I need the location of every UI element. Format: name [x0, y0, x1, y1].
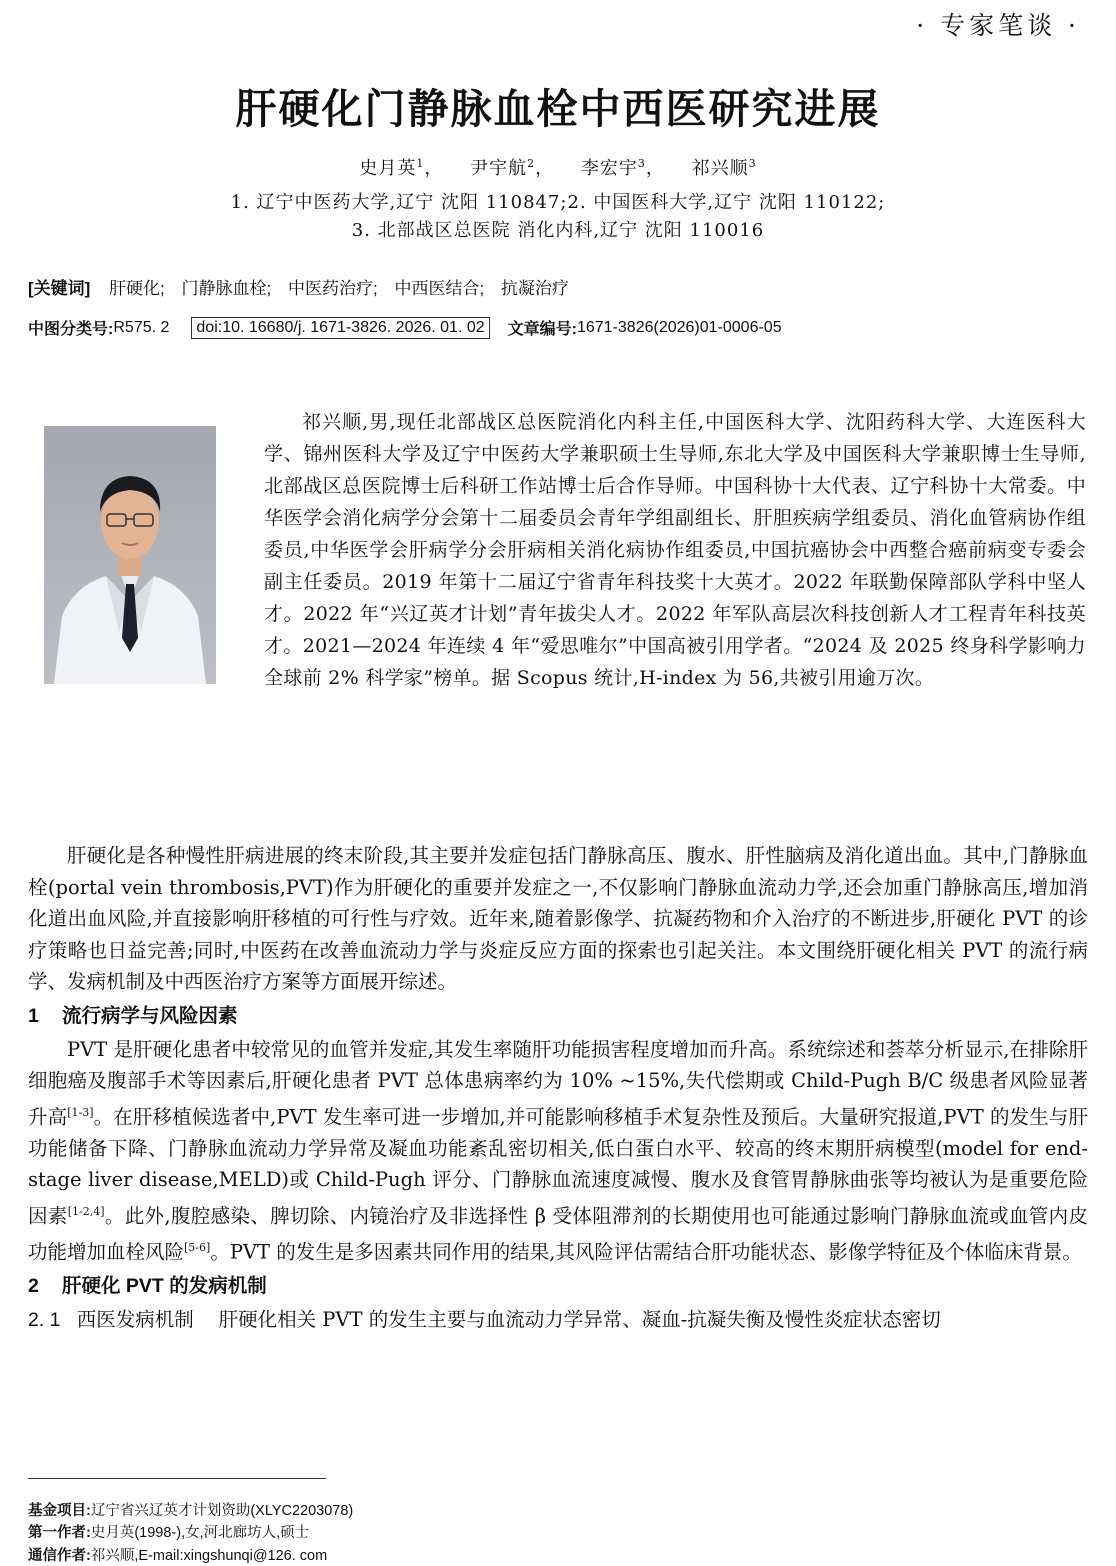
first-author-note: 第一作者:史月英(1998-),女,河北廊坊人,硕士: [28, 1525, 310, 1541]
citation[interactable]: [1-2,4]: [67, 1204, 105, 1218]
doi-box[interactable]: doi:10. 16680/j. 1671-3826. 2026. 01. 02: [191, 317, 489, 339]
author: 祁兴顺$^3$: [691, 157, 757, 179]
author-list: [0, 154, 1116, 180]
author: 史月英$^1$，: [359, 157, 444, 179]
intro-paragraph: 肝硬化是各种慢性肝病进展的终末阶段,其主要并发症包括门静脉高压、腹水、肝性脑病及消化道出血。其中,门静脉血栓(portal vein thrombosis,PVT)作为肝硬化的重要并发症之一,不仅影响门静脉血流动力学,还会加重门静脉高压,增加消化道出血风险,并直接影响肝移植的可行性与疗效。近年来,随着影像学、抗凝药物和介入治疗的不断进步,肝硬化 PVT 的诊疗策略也日益完善;同时,中医药在改善血流动力学与炎症反应方面的探索也引起关注。本文围绕肝硬化相关 PVT 的流行病学、发病机制及中西医治疗方案等方面展开综述。: [28, 844, 1088, 993]
classification-line: [28, 316, 782, 339]
author-photo: [44, 426, 216, 684]
bio-text: 祁兴顺,男,现任北部战区总医院消化内科主任,中国医科大学、沈阳药科大学、大连医科大学、锦州医科大学及辽宁中医药大学兼职硕士生导师,东北大学及中国医科大学兼职博士生导师,北部战区总医院博士后科研工作站博士后合作导师。中国科协十大代表、辽宁科协十大常委。中华医学会消化病学分会第十二届委员会青年学组副组长、肝胆疾病学组委员、消化血管病协作组委员,中华医学会肝病学分会肝病相关消化病协作组委员,中国抗癌协会中西整合癌前病变专委会副主任委员。2019 年第十二届辽宁省青年科技奖十大英才。2022 年联勤保障部队学科中坚人才。2022 年“兴辽英才计划”青年拔尖人才。2022 年军队高层次科技创新人才工程青年科技英才。2021—2024 年连续 4 年“爱思唯尔”中国高被引用学者。“2024 及 2025 终身科学影响力全球前 2% 科学家”榜单。据 Scopus 统计,H-index 为 56,共被引用逾万次。: [264, 411, 1086, 689]
author: 尹宇航$^2$，: [470, 157, 555, 179]
section-heading: 1 流行病学与风险因素: [28, 1004, 238, 1027]
keyword: 中医药治疗;: [288, 279, 378, 298]
article-body: [28, 840, 1088, 1336]
keywords-label: [关键词]: [28, 279, 91, 298]
subsection-heading: 2. 1 西医发病机制: [28, 1308, 194, 1331]
author: 李宏宇$^3$，: [580, 157, 665, 179]
keyword: 抗凝治疗: [500, 279, 569, 298]
article-number-label: 文章编号:: [507, 321, 577, 338]
funding-note: 基金项目:辽宁省兴辽英才计划资助(XLYC2203078): [28, 1503, 354, 1519]
citation[interactable]: [5-6]: [184, 1240, 211, 1254]
section-heading: 2 肝硬化 PVT 的发病机制: [28, 1274, 267, 1297]
citation[interactable]: [1-3]: [67, 1105, 94, 1119]
section-paragraph: PVT 是肝硬化患者中较常见的血管并发症,其发生率随肝功能损害程度增加而升高。系统综述和荟萃分析显示,在排除肝细胞癌及腹部手术等因素后,肝硬化患者 PVT 总体患病率约为 10% ~15%,失代偿期或 Child-Pugh B/C 级患者风险显著升高[1-3]。在肝移植候选者中,PVT 发生率可进一步增加,并可能影响移植手术复杂性及预后。大量研究报道,PVT 的发生与肝功能储备下降、门静脉血流动力学异常及凝血功能紊乱密切相关,低白蛋白水平、较高的终末期肝病模型(model for end-stage liver disease,MELD)或 Child-Pugh 评分、门静脉血流速度减慢、腹水及食管胃静脉曲张等均被认为是重要危险因素[1-2,4]。此外,腹腔感染、脾切除、内镜治疗及非选择性 β 受体阻滞剂的长期使用也可能通过影响门静脉血流或血管内皮功能增加血栓风险[5-6]。PVT 的发生是多因素共同作用的结果,其风险评估需结合肝功能状态、影像学特征及个体临床背景。: [28, 1037, 1088, 1263]
article-title: 肝硬化门静脉血栓中西医研究进展: [235, 85, 881, 133]
clc-value: R575. 2: [113, 318, 170, 336]
keyword: 门静脉血栓;: [181, 279, 272, 298]
clc-label: 中图分类号:: [28, 321, 114, 338]
affiliation-line: 3. 北部战区总医院 消化内科,辽宁 沈阳 110016: [351, 220, 765, 241]
article-number-value: 1671-3826(2026)01-0006-05: [576, 318, 782, 336]
affiliation-line: 1. 辽宁中医药大学,辽宁 沈阳 110847;2. 中国医科大学,辽宁 沈阳 110122;: [230, 192, 886, 213]
keyword: 中西医结合;: [394, 279, 485, 298]
corresponding-author-note: 通信作者:祁兴顺,E-mail:xingshunqi@126. com: [28, 1548, 328, 1564]
column-tag: · 专家笔谈 ·: [916, 11, 1080, 40]
author-bio: [264, 406, 1086, 694]
subsection-paragraph: 2. 1 西医发病机制 肝硬化相关 PVT 的发生主要与血流动力学异常、凝血-抗凝失衡及慢性炎症状态密切: [28, 1307, 941, 1331]
keyword: 肝硬化;: [109, 279, 165, 298]
keywords: [28, 274, 581, 299]
footnote-divider: [28, 1478, 326, 1479]
